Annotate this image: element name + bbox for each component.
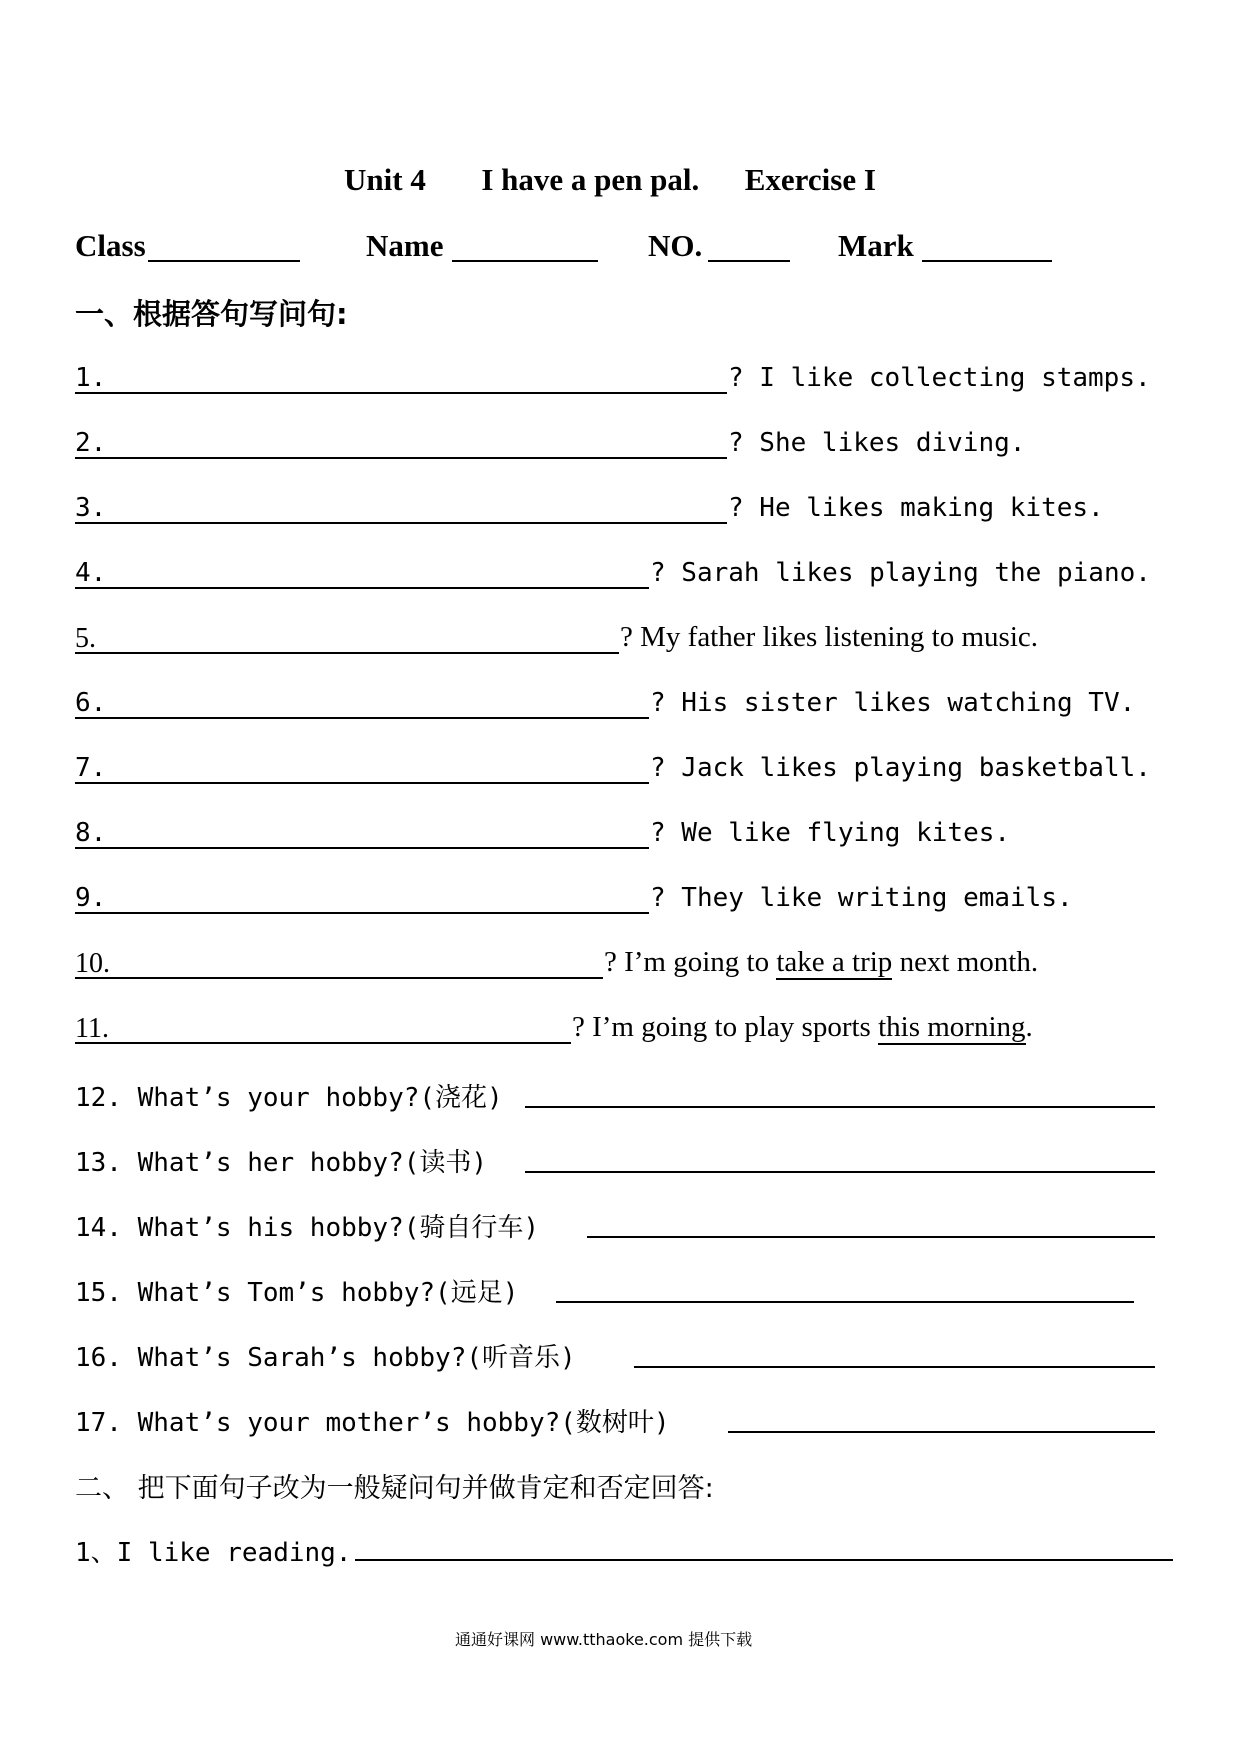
name-field[interactable]: [452, 260, 598, 262]
question-item: [75, 1272, 518, 1309]
title-exercise: Exercise I: [744, 162, 876, 197]
answer-text: ? His sister likes watching TV.: [650, 688, 1136, 718]
answer-line[interactable]: [75, 392, 727, 394]
item-number: 10.: [75, 948, 110, 979]
question-text: What’s your hobby?(浇花): [137, 1083, 503, 1113]
answer-line[interactable]: [525, 1106, 1155, 1108]
question-item: [75, 1402, 670, 1439]
answer-line[interactable]: [587, 1236, 1155, 1238]
section1-heading: 一、根据答句写问句:: [75, 297, 348, 331]
question-number: 15.: [75, 1278, 122, 1308]
question-item: [75, 1142, 487, 1179]
page-title: [344, 162, 876, 198]
answer-line[interactable]: [75, 912, 649, 914]
answer-line[interactable]: [75, 522, 727, 524]
answer-line[interactable]: [75, 782, 649, 784]
title-unit: Unit 4: [344, 162, 426, 197]
answer-line[interactable]: [556, 1301, 1134, 1303]
answer-line[interactable]: [75, 977, 603, 979]
section2-item-number: 1、: [75, 1538, 117, 1568]
question-number: 16.: [75, 1343, 122, 1373]
item-number: 6.: [75, 688, 107, 718]
section2-item: [75, 1532, 351, 1569]
item-number: 5.: [75, 623, 96, 654]
answer-line[interactable]: [75, 717, 649, 719]
mark-label: Mark: [838, 228, 914, 263]
section2-item-text: I like reading.: [116, 1538, 352, 1568]
answer-line[interactable]: [75, 457, 727, 459]
question-number: 13.: [75, 1148, 122, 1178]
mark-field[interactable]: [922, 260, 1052, 262]
question-text: What’s Sarah’s hobby?(听音乐): [137, 1343, 576, 1373]
item-number: 7.: [75, 753, 107, 783]
item-number: 3.: [75, 493, 107, 523]
answer-line[interactable]: [75, 847, 649, 849]
class-field[interactable]: [148, 260, 300, 262]
answer-text: ? I like collecting stamps.: [728, 363, 1151, 393]
answer-text: ? Sarah likes playing the piano.: [650, 558, 1151, 588]
item-number: 4.: [75, 558, 107, 588]
answer-line[interactable]: [355, 1559, 1173, 1561]
answer-text-post: next month.: [892, 946, 1039, 978]
no-field[interactable]: [708, 260, 790, 262]
question-number: 12.: [75, 1083, 122, 1113]
answer-line[interactable]: [75, 1042, 571, 1044]
underlined-phrase: this morning: [878, 1011, 1026, 1043]
answer-line[interactable]: [525, 1171, 1155, 1173]
question-item: [75, 1207, 539, 1244]
underlined-phrase: take a trip: [776, 946, 893, 978]
item-number: 11.: [75, 1013, 109, 1044]
answer-text: ? My father likes listening to music.: [620, 621, 1039, 653]
answer-text-pre: ? I’m going to play sports: [572, 1011, 879, 1043]
section2-heading: 二、 把下面句子改为一般疑问句并做肯定和否定回答:: [75, 1473, 714, 1504]
answer-text: [604, 946, 1038, 979]
question-number: 17.: [75, 1408, 122, 1438]
answer-line[interactable]: [634, 1366, 1155, 1368]
name-label: Name: [366, 228, 444, 263]
question-text: What’s your mother’s hobby?(数树叶): [137, 1408, 670, 1438]
question-item: [75, 1077, 503, 1114]
answer-line[interactable]: [728, 1431, 1155, 1433]
answer-text: [572, 1011, 1033, 1044]
answer-text-pre: ? I’m going to: [604, 946, 777, 978]
question-text: What’s his hobby?(骑自行车): [137, 1213, 540, 1243]
item-number: 9.: [75, 883, 107, 913]
item-number: 1.: [75, 363, 107, 393]
answer-line[interactable]: [75, 587, 649, 589]
answer-text: ? He likes making kites.: [728, 493, 1104, 523]
title-lesson: I have a pen pal.: [481, 162, 700, 197]
footer-text: 通通好课网 www.tthaoke.com 提供下载: [455, 1630, 753, 1649]
item-number: 2.: [75, 428, 107, 458]
question-text: What’s Tom’s hobby?(远足): [137, 1278, 519, 1308]
question-number: 14.: [75, 1213, 122, 1243]
answer-line[interactable]: [75, 652, 619, 654]
question-item: [75, 1337, 576, 1374]
answer-text: ? They like writing emails.: [650, 883, 1073, 913]
answer-text: ? Jack likes playing basketball.: [650, 753, 1151, 783]
answer-text: ? We like flying kites.: [650, 818, 1011, 848]
answer-text: ? She likes diving.: [728, 428, 1026, 458]
class-label: Class: [75, 228, 146, 263]
question-text: What’s her hobby?(读书): [137, 1148, 488, 1178]
item-number: 8.: [75, 818, 107, 848]
no-label: NO.: [648, 228, 703, 263]
answer-text-post: .: [1025, 1011, 1033, 1043]
